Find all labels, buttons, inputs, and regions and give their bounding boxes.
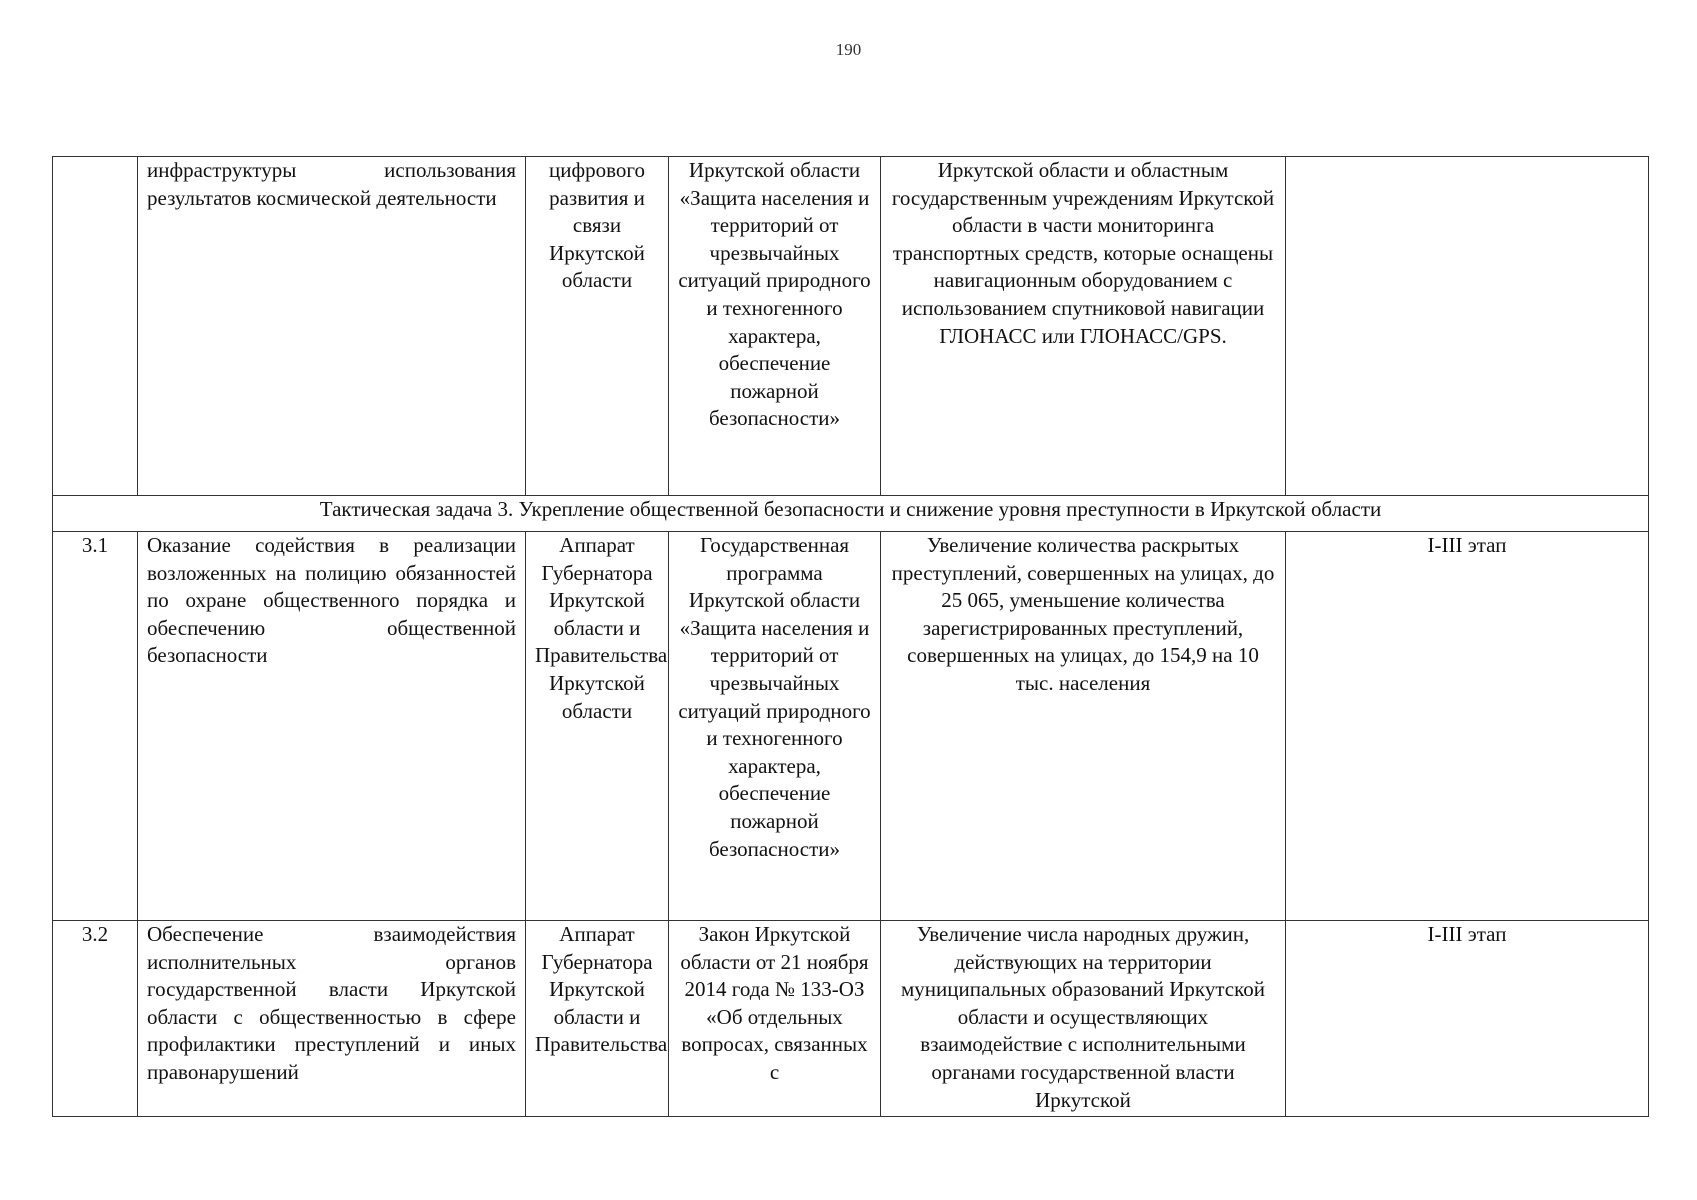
task-heading-row — [53, 496, 1649, 532]
stage-cell — [1286, 157, 1649, 496]
executor-cell: Аппарат Губернатора Иркутской области и Правительства — [526, 921, 669, 1117]
result-cell: Иркутской области и областным государственным учреждениям Иркутской области в части мониторинга транспортных средств, которые оснащены навигационным оборудованием с использованием спутниковой навигации ГЛОНАСС или ГЛОНАСС/GPS. — [881, 157, 1286, 496]
stage-cell: I-III этап — [1286, 921, 1649, 1117]
row-number: 3.1 — [53, 532, 138, 921]
executor-cell: цифрового развития и связи Иркутской области — [526, 157, 669, 496]
table-row — [53, 921, 1649, 1117]
row-number — [53, 157, 138, 496]
row-number: 3.2 — [53, 921, 138, 1117]
document-cell: Закон Иркутской области от 21 ноября 2014 года № 133-ОЗ «Об отдельных вопросах, связанных с — [669, 921, 881, 1117]
measure-cell: Обеспечение взаимодействия исполнительных органов государственной власти Иркутской области с общественностью в сфере профилактики преступлений и иных правонарушений — [138, 921, 526, 1117]
result-cell: Увеличение числа народных дружин, действующих на территории муниципальных образований Иркутской области и осуществляющих взаимодействие с исполнительными органами государственной власти Иркутской — [881, 921, 1286, 1117]
executor-cell: Аппарат Губернатора Иркутской области и Правительства Иркутской области — [526, 532, 669, 921]
measures-table — [52, 156, 1649, 1117]
stage-cell: I-III этап — [1286, 532, 1649, 921]
table-row — [53, 532, 1649, 921]
result-cell: Увеличение количества раскрытых преступлений, совершенных на улицах, до 25 065, уменьшение количества зарегистрированных преступлений, совершенных на улицах, до 154,9 на 10 тыс. населения — [881, 532, 1286, 921]
table-row — [53, 157, 1649, 496]
measure-cell: инфраструктуры использования результатов космической деятельности — [138, 157, 526, 496]
page-number: 190 — [835, 40, 862, 59]
task-heading: Тактическая задача 3. Укрепление общественной безопасности и снижение уровня преступности в Иркутской области — [53, 496, 1649, 532]
document-cell: Иркутской области «Защита населения и территорий от чрезвычайных ситуаций природного и техногенного характера, обеспечение пожарной безопасности» — [669, 157, 881, 496]
measure-cell: Оказание содействия в реализации возложенных на полицию обязанностей по охране общественного порядка и обеспечению общественной безопасности — [138, 532, 526, 921]
document-cell: Государственная программа Иркутской области «Защита населения и территорий от чрезвычайных ситуаций природного и техногенного характера, обеспечение пожарной безопасности» — [669, 532, 881, 921]
